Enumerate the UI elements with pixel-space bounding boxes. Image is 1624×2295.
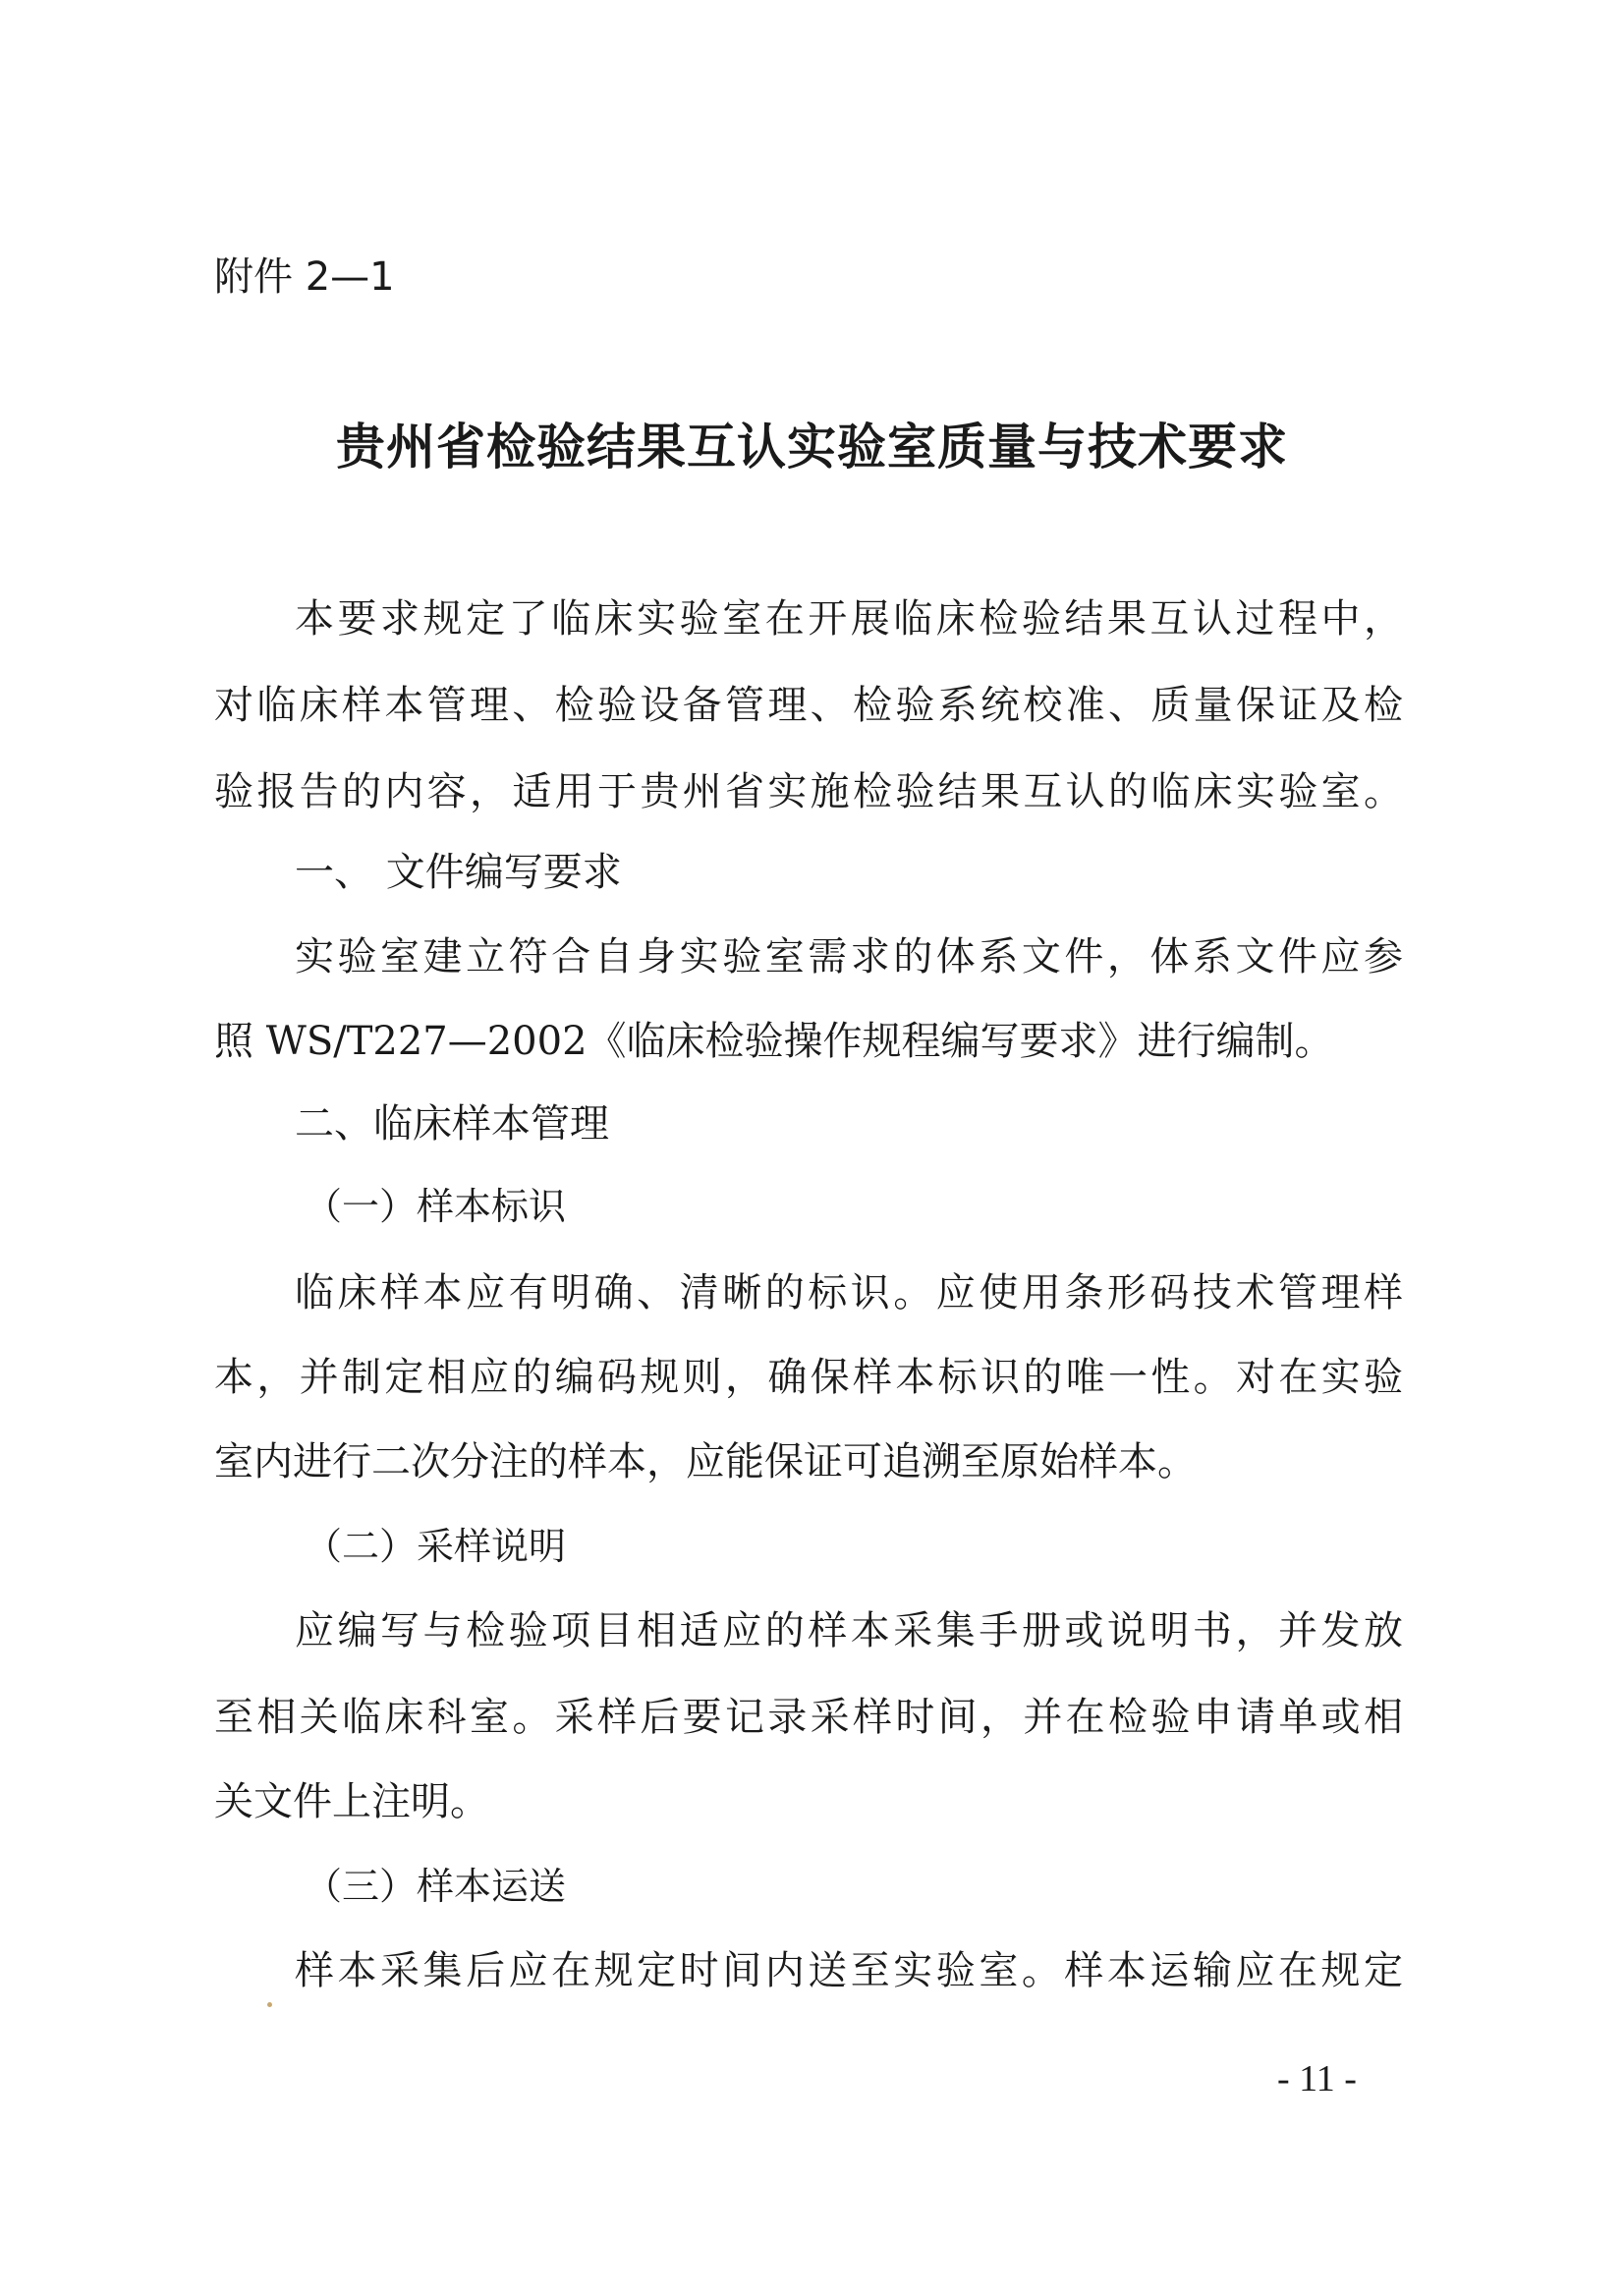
- intro-line-3: 验报告的内容，适用于贵州省实施检验结果互认的临床实验室。: [214, 769, 1403, 814]
- attachment-label: 附件 2—1: [214, 254, 395, 300]
- section-1-line-2: 照 WS/T227—2002《临床检验操作规程编写要求》进行编制。: [214, 1019, 1334, 1064]
- document-title: 贵州省检验结果互认实验室质量与技术要求: [336, 418, 1288, 476]
- section-2-heading: 二、临床样本管理: [295, 1101, 609, 1147]
- section-1-line-1: 实验室建立符合自身实验室需求的体系文件，体系文件应参: [295, 934, 1403, 980]
- intro-line-1: 本要求规定了临床实验室在开展临床检验结果互认过程中，: [295, 596, 1403, 642]
- subsection-1-line-3: 室内进行二次分注的样本，应能保证可追溯至原始样本。: [214, 1439, 1197, 1484]
- scan-speck: [267, 2002, 272, 2007]
- subsection-1-line-1: 临床样本应有明确、清晰的标识。应使用条形码技术管理样: [295, 1270, 1403, 1315]
- subsection-2-heading: （二）采样说明: [305, 1525, 567, 1568]
- intro-line-2: 对临床样本管理、检验设备管理、检验系统校准、质量保证及检: [214, 683, 1403, 728]
- subsection-3-heading: （三）样本运送: [305, 1865, 567, 1908]
- subsection-1-line-2: 本，并制定相应的编码规则，确保样本标识的唯一性。对在实验: [214, 1355, 1403, 1400]
- subsection-2-line-1: 应编写与检验项目相适应的样本采集手册或说明书，并发放: [295, 1608, 1403, 1653]
- section-1-heading: 一、 文件编写要求: [295, 850, 622, 895]
- subsection-3-line-1: 样本采集后应在规定时间内送至实验室。样本运输应在规定: [295, 1948, 1403, 1993]
- subsection-2-line-2: 至相关临床科室。采样后要记录采样时间，并在检验申请单或相: [214, 1695, 1403, 1740]
- page-number: - 11 -: [1277, 2058, 1357, 2099]
- subsection-1-heading: （一）样本标识: [305, 1185, 567, 1228]
- subsection-2-line-3: 关文件上注明。: [214, 1779, 489, 1824]
